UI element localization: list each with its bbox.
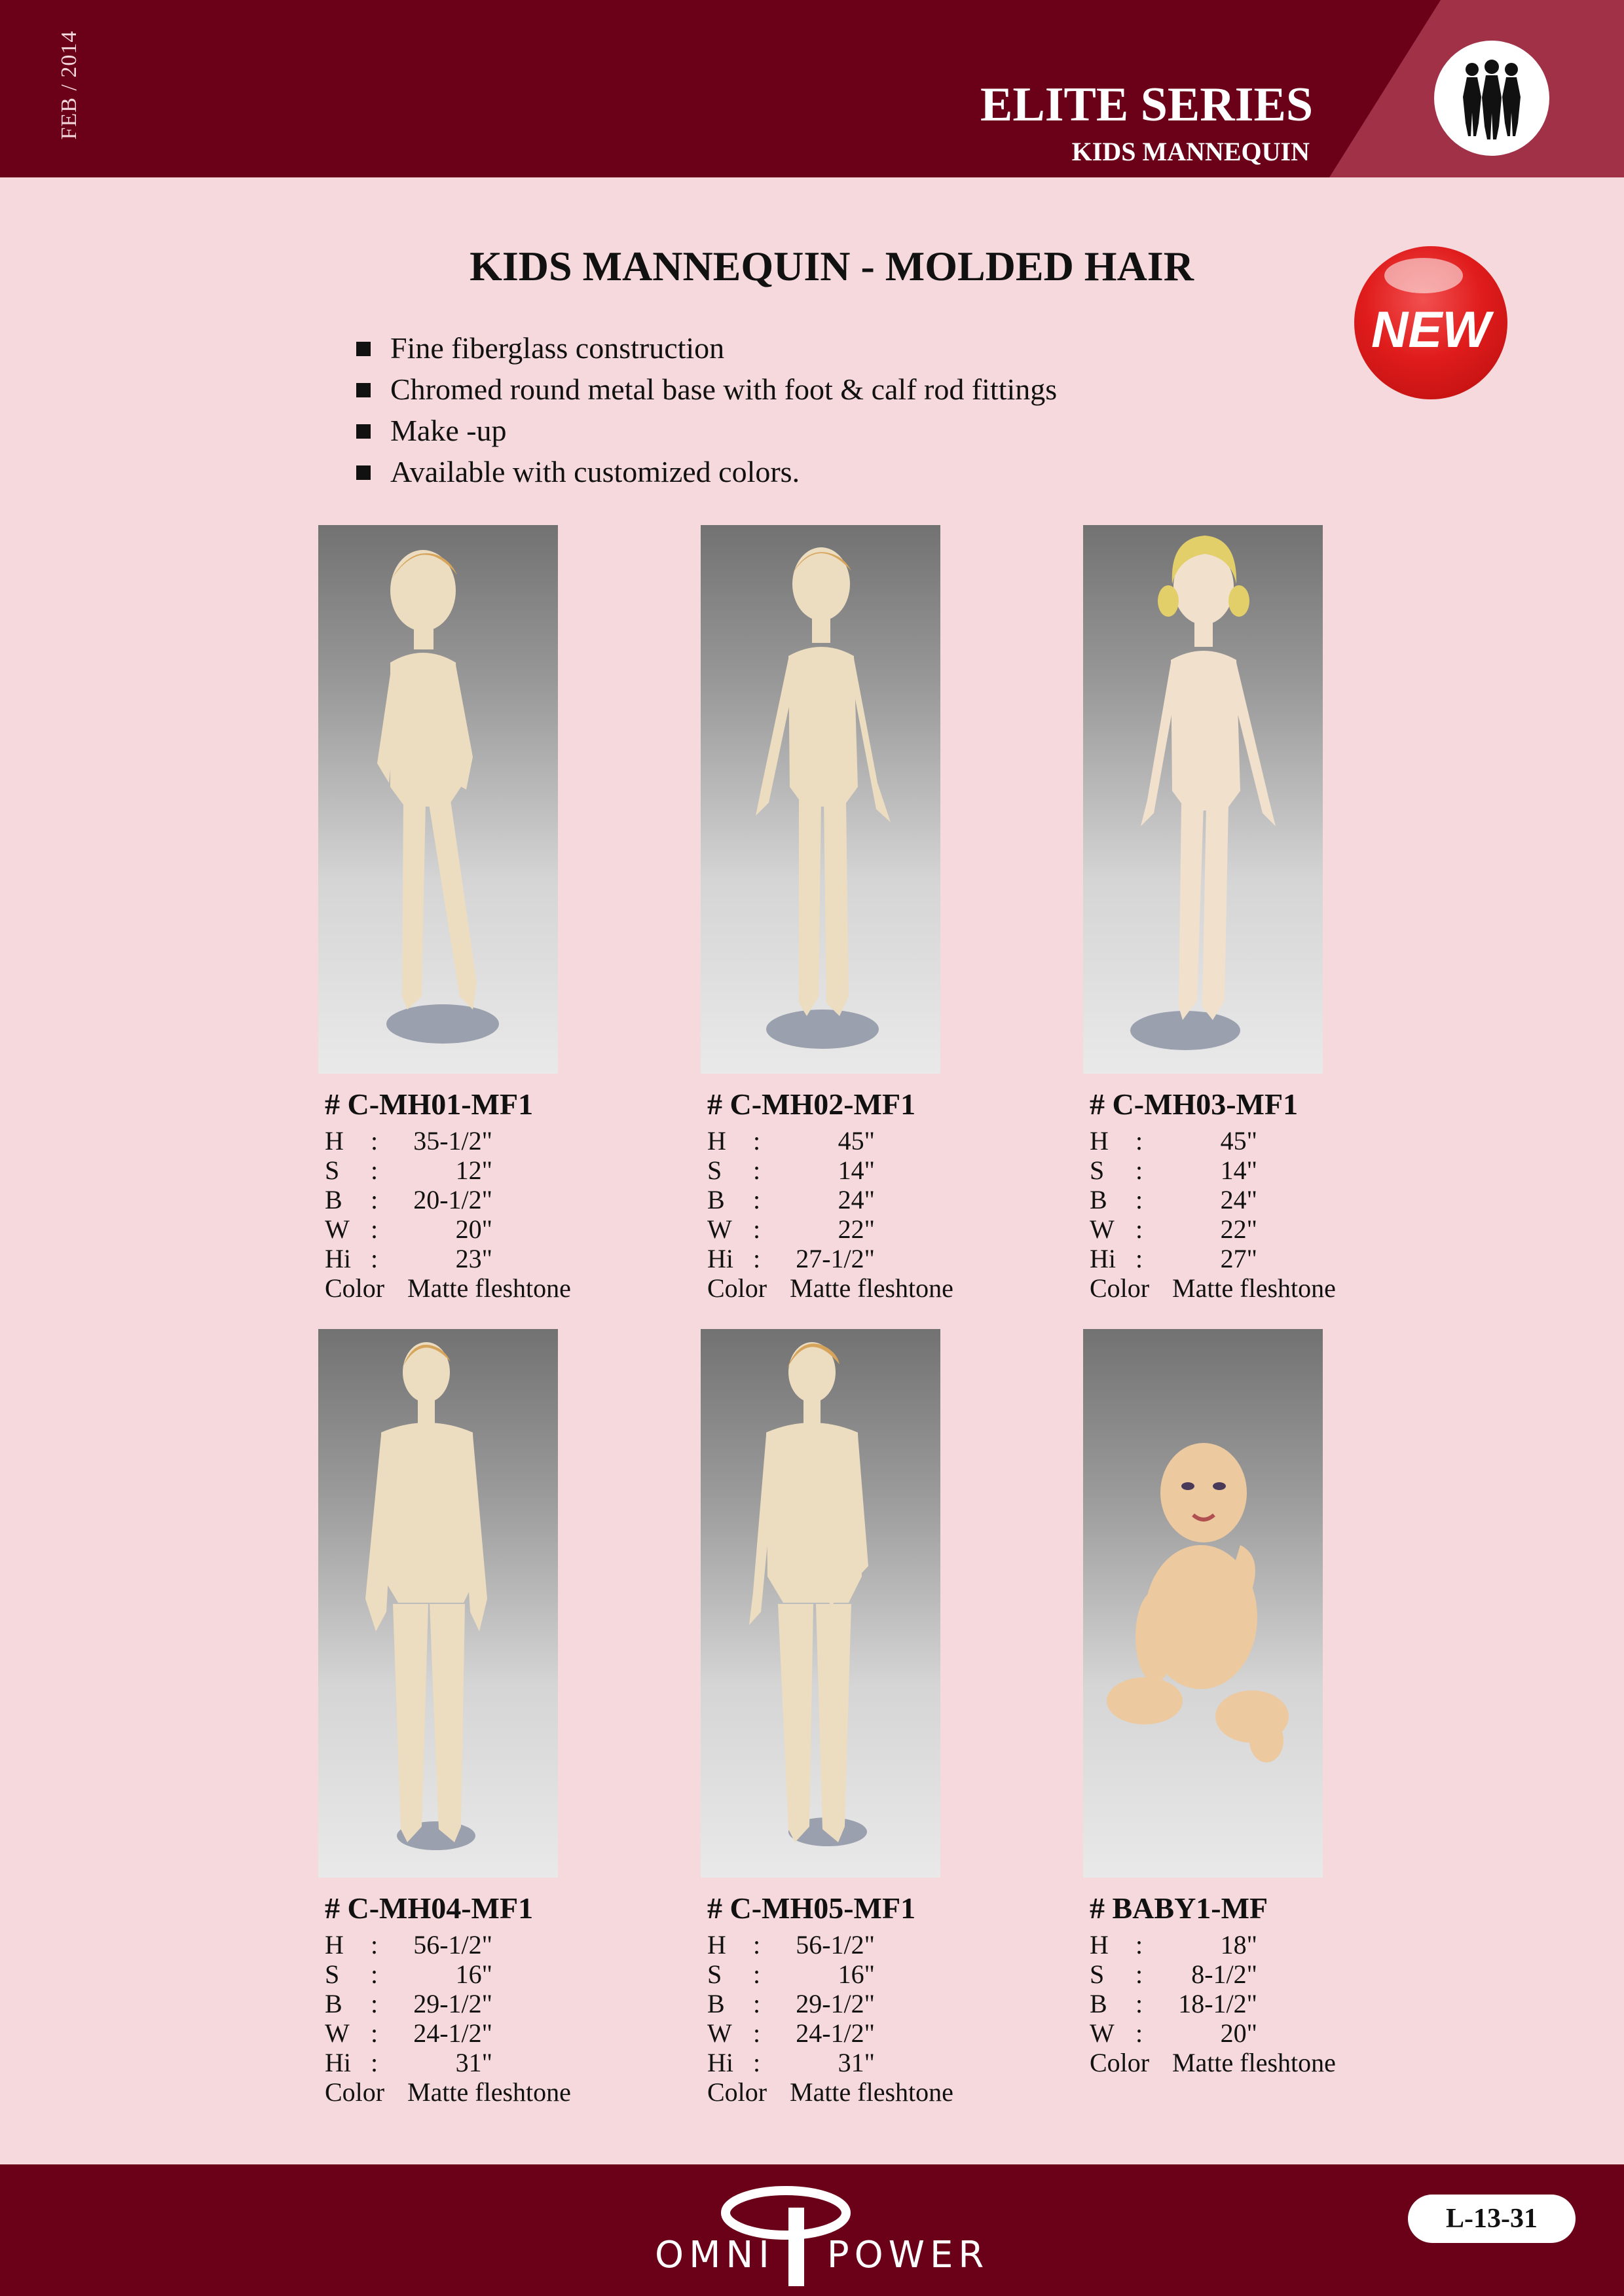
product-code: # C-MH04-MF1 [325,1891,534,1925]
color-row: Color Matte fleshtone [1090,1273,1336,1303]
spec-row: B : 24" [707,1185,875,1214]
brand-wordmark: OMNI POWER [655,2234,989,2276]
baby-mannequin-icon [1083,1329,1323,1878]
series-subtitle: KIDS MANNEQUIN [1071,137,1310,166]
spec-list [1090,1126,1336,1303]
page-title: KIDS MANNEQUIN - MOLDED HAIR [470,243,1194,289]
child-mannequin-icon [318,1329,558,1878]
product-photo [701,1329,940,1878]
spec-row: Hi : 31" [707,2048,875,2077]
feature-item: Make -up [356,410,1057,451]
footer-bar [0,2164,1624,2296]
spec-row: W : 22" [707,1214,875,1244]
spec-row: B : 18-1/2" [1090,1989,1257,2018]
child-mannequin-icon [701,525,940,1074]
spec-row: Hi : 27" [1090,1244,1257,1273]
new-badge [1354,246,1507,399]
color-row: Color Matte fleshtone [707,2077,953,2107]
product-photo [701,525,940,1074]
spec-row: H : 35-1/2" [325,1126,492,1156]
spec-row: B : 24" [1090,1185,1257,1214]
product-code: # C-MH05-MF1 [707,1891,916,1925]
spec-list [707,1126,953,1303]
spec-row: H : 56-1/2" [325,1930,492,1959]
feature-item: Available with customized colors. [356,451,1057,492]
product-code: # C-MH02-MF1 [707,1087,916,1121]
spec-row: W : 24-1/2" [325,2018,492,2048]
bullet-square-icon [356,465,371,480]
spec-row: S : 8-1/2" [1090,1959,1257,1989]
product-code: # C-MH01-MF1 [325,1087,534,1121]
spec-row: S : 12" [325,1156,492,1185]
child-mannequin-icon [1083,525,1323,1074]
child-mannequin-icon [318,525,558,1074]
product-photo [1083,525,1323,1074]
spec-row: B : 20-1/2" [325,1185,492,1214]
spec-row: W : 20" [1090,2018,1257,2048]
product-code: # C-MH03-MF1 [1090,1087,1299,1121]
bullet-square-icon [356,424,371,439]
three-mannequins-icon [1434,41,1549,156]
product-photo [1083,1329,1323,1878]
new-badge-label: NEW [1371,301,1490,358]
spec-row: H : 45" [1090,1126,1257,1156]
spec-list [325,1930,571,2107]
spec-list [707,1930,953,2107]
page-code: L-13-31 [1408,2195,1576,2243]
spec-row: W : 20" [325,1214,492,1244]
spec-row: S : 16" [707,1959,875,1989]
spec-row: Hi : 23" [325,1244,492,1273]
bullet-square-icon [356,342,371,356]
feature-item: Fine fiberglass construction [356,327,1057,369]
feature-item: Chromed round metal base with foot & calf rod fittings [356,369,1057,410]
spec-row: H : 45" [707,1126,875,1156]
header-bar [0,0,1624,177]
spec-row: H : 18" [1090,1930,1257,1959]
child-mannequin-icon [701,1329,940,1878]
series-title: ELITE SERIES [980,78,1313,132]
feature-list [356,327,1057,492]
spec-row: Hi : 27-1/2" [707,1244,875,1273]
spec-list [1090,1930,1336,2077]
spec-row: B : 29-1/2" [325,1989,492,2018]
product-code: # BABY1-MF [1090,1891,1268,1925]
product-photo [318,1329,558,1878]
color-row: Color Matte fleshtone [325,1273,571,1303]
spec-row: W : 22" [1090,1214,1257,1244]
spec-row: S : 14" [1090,1156,1257,1185]
spec-list [325,1126,571,1303]
spec-row: B : 29-1/2" [707,1989,875,2018]
color-row: Color Matte fleshtone [1090,2048,1336,2077]
spec-row: S : 16" [325,1959,492,1989]
spec-row: W : 24-1/2" [707,2018,875,2048]
issue-date: FEB / 2014 [57,30,81,140]
spec-row: S : 14" [707,1156,875,1185]
spec-row: Hi : 31" [325,2048,492,2077]
brand-badge [1434,41,1549,156]
bullet-square-icon [356,383,371,397]
spec-row: H : 56-1/2" [707,1930,875,1959]
color-row: Color Matte fleshtone [707,1273,953,1303]
product-photo [318,525,558,1074]
color-row: Color Matte fleshtone [325,2077,571,2107]
